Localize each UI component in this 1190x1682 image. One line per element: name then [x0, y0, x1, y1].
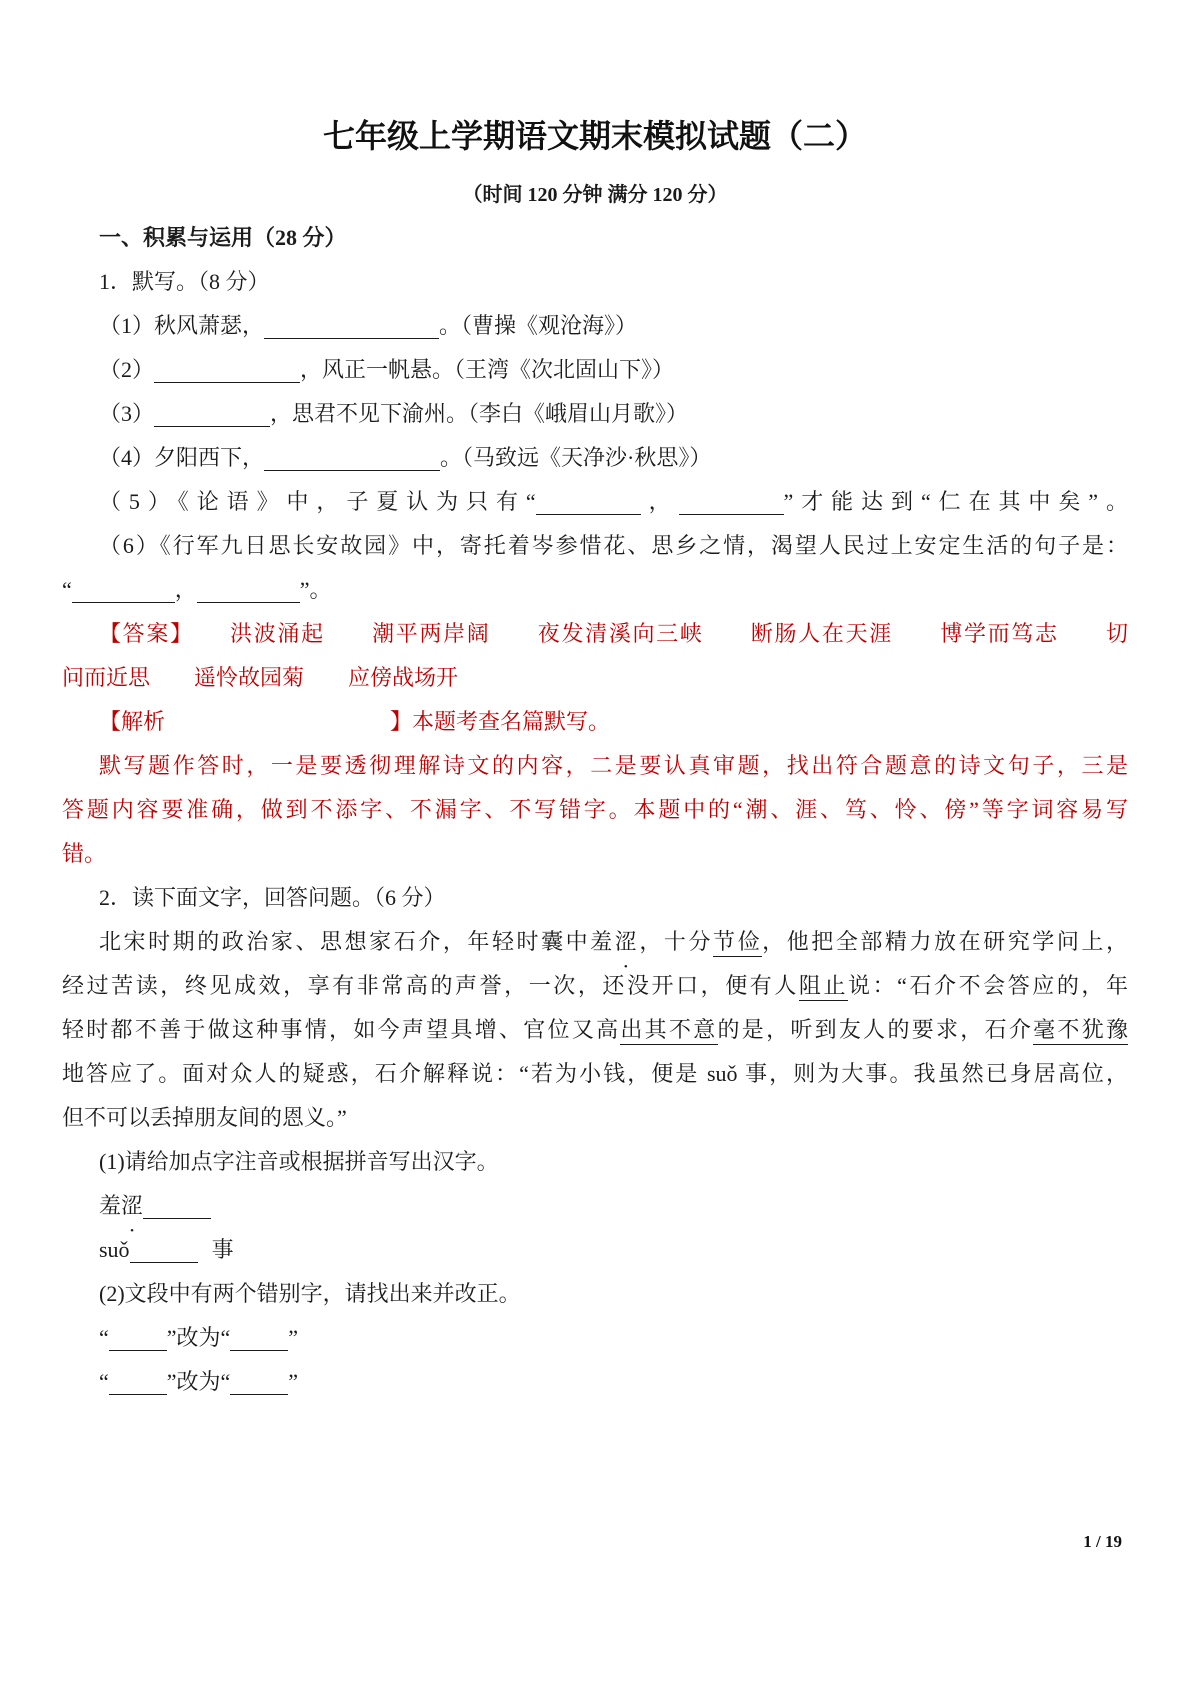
q1-item-3: [62, 392, 1128, 436]
q2-sub2-correction-1: [62, 1316, 1128, 1360]
text-segment: ”才能达到“仁在其中矣”。: [783, 489, 1128, 514]
text-segment: （1）秋风萧瑟，: [99, 313, 265, 338]
text-segment: ，: [174, 577, 197, 602]
text-segment: 说：“石介不会答应的，年: [848, 973, 1128, 998]
answer-blank: [154, 360, 300, 383]
text-segment: ”。: [299, 577, 332, 602]
q1-stem: 1．默写。（8 分）: [99, 269, 270, 294]
q2-passage-line-3: [62, 1008, 1128, 1052]
underlined-word: 出其不意: [620, 1017, 717, 1045]
q1-analysis-para-line-1: 默写题作答时，一是要透彻理解诗文的内容，二是要认真审题，找出符合题意的诗文句子，三是: [99, 753, 1128, 778]
text-segment: 轻时都不善于做这种事情，如今声望具增、官位又高: [62, 1017, 621, 1042]
q1-item-6-line-2: [62, 568, 1128, 612]
text-segment: （5）《论语》中，子夏认为只有“: [99, 489, 536, 514]
dotted-character: 涩: [121, 1193, 144, 1218]
q1-answer-line-1: 【答案】 洪波涌起 潮平两岸阔 夜发清溪向三峡 断肠人在天涯 博学而笃志 切: [99, 621, 1128, 646]
text-segment: “: [99, 1369, 109, 1394]
answer-blank: [264, 448, 440, 471]
q1-item-2: [62, 348, 1128, 392]
underlined-word: 节俭: [713, 929, 762, 957]
text-segment: 】本题考查名篇默写。: [390, 709, 611, 734]
underlined-word: 阻止: [799, 973, 848, 1001]
text-segment: 【解析: [99, 709, 166, 734]
q1-item-6-line-1: （6）《行军九日思长安故园》中，寄托着岑参惜花、思乡之情，渴望人民过上安定生活的句子是：: [99, 533, 1128, 558]
text-segment: 北宋时期的政治家、思想家石介，年轻时囊中羞: [99, 929, 615, 954]
answer-blank: [109, 1328, 167, 1351]
text-segment: 事: [211, 1237, 234, 1262]
text-segment: ，风正一帆悬。（王湾《次北固山下》）: [300, 357, 675, 382]
answer-blank: [536, 492, 641, 515]
spacing-gap: [198, 1256, 212, 1257]
q1-analysis-para-line-3: 错。: [62, 841, 107, 866]
text-segment: 。（曹操《观沧海》）: [439, 313, 638, 338]
text-segment: suǒ: [99, 1237, 130, 1262]
dotted-character: 涩: [614, 929, 637, 954]
q2-passage-line-2: [62, 964, 1128, 1008]
section-1-heading: 一、积累与运用（28 分）: [99, 225, 347, 250]
text-segment: ，思君不见下渝州。（李白《峨眉山月歌》）: [270, 401, 689, 426]
answer-blank: [230, 1328, 288, 1351]
page-title: 七年级上学期语文期末模拟试题（二）: [322, 118, 867, 154]
spacing-gap: [165, 728, 390, 729]
text-segment: 但不可以丢掉朋友间的恩义。”: [62, 1105, 347, 1130]
text-segment: （2）: [99, 357, 155, 382]
text-segment: ”改为“: [166, 1369, 231, 1394]
text-segment: 的是，听到友人的要求，石介: [717, 1017, 1034, 1042]
answer-blank: [230, 1372, 288, 1395]
q2-sub1-pinyin-blank-2: [62, 1228, 1128, 1272]
answer-blank: [109, 1372, 167, 1395]
answer-blank: [154, 404, 270, 427]
q2-sub1-stem: (1)请给加点字注音或根据拼音写出汉字。: [99, 1149, 499, 1174]
text-segment: 经过苦读，终见成效，享有非常高的声誉，一次，还没开口，便有人: [62, 973, 799, 998]
text-segment: “: [62, 577, 72, 602]
text-segment: 地答应了。面对众人的疑惑，石介解释说：“若为小钱，便是 suǒ 事，则为大事。我虽然已身居高位，: [62, 1061, 1128, 1086]
q1-answer-line-2: 问而近思 遥怜故园菊 应傍战场开: [62, 665, 459, 690]
q1-item-5: [62, 480, 1128, 524]
q1-item-4: [62, 436, 1128, 480]
q1-analysis-label: [62, 700, 1128, 744]
q1-analysis-para-line-2: 答题内容要准确，做到不添字、不漏字、不写错字。本题中的“潮、涯、笃、怜、傍”等字词容易写: [62, 797, 1128, 822]
text-segment: ，他把全部精力放在研究学问上，: [762, 929, 1128, 954]
q2-sub2-correction-2: [62, 1360, 1128, 1404]
text-segment: ”: [288, 1325, 299, 1350]
answer-blank: [679, 492, 784, 515]
page-number: 1 / 19: [1083, 1532, 1122, 1551]
q2-stem: 2．读下面文字，回答问题。（6 分）: [99, 885, 446, 910]
document-body: [62, 216, 1128, 1404]
text-segment: “: [99, 1325, 109, 1350]
q2-passage-line-5: [62, 1096, 1128, 1140]
text-segment: 羞: [99, 1193, 122, 1218]
answer-blank: [130, 1240, 198, 1263]
text-segment: （3）: [99, 401, 155, 426]
answer-blank: [264, 316, 439, 339]
answer-blank: [72, 580, 175, 603]
q2-sub2-stem: (2)文段中有两个错别字，请找出来并改正。: [99, 1281, 521, 1306]
text-segment: ”: [288, 1369, 299, 1394]
q2-passage-line-1: [62, 920, 1128, 964]
answer-blank: [197, 580, 300, 603]
text-segment: ，十分: [636, 929, 714, 954]
text-segment: ，: [640, 489, 679, 514]
answer-blank: [143, 1196, 211, 1219]
q2-passage-line-4: [62, 1052, 1128, 1096]
text-segment: （4）夕阳西下，: [99, 445, 265, 470]
text-segment: 。（马致远《天净沙·秋思》）: [440, 445, 712, 470]
text-segment: ”改为“: [166, 1325, 231, 1350]
exam-time-score: （时间 120 分钟 满分 120 分）: [462, 184, 728, 206]
q1-item-1: [62, 304, 1128, 348]
underlined-word: 毫不犹豫: [1033, 1017, 1128, 1045]
q2-sub1-pinyin-blank-1: [62, 1184, 1128, 1228]
